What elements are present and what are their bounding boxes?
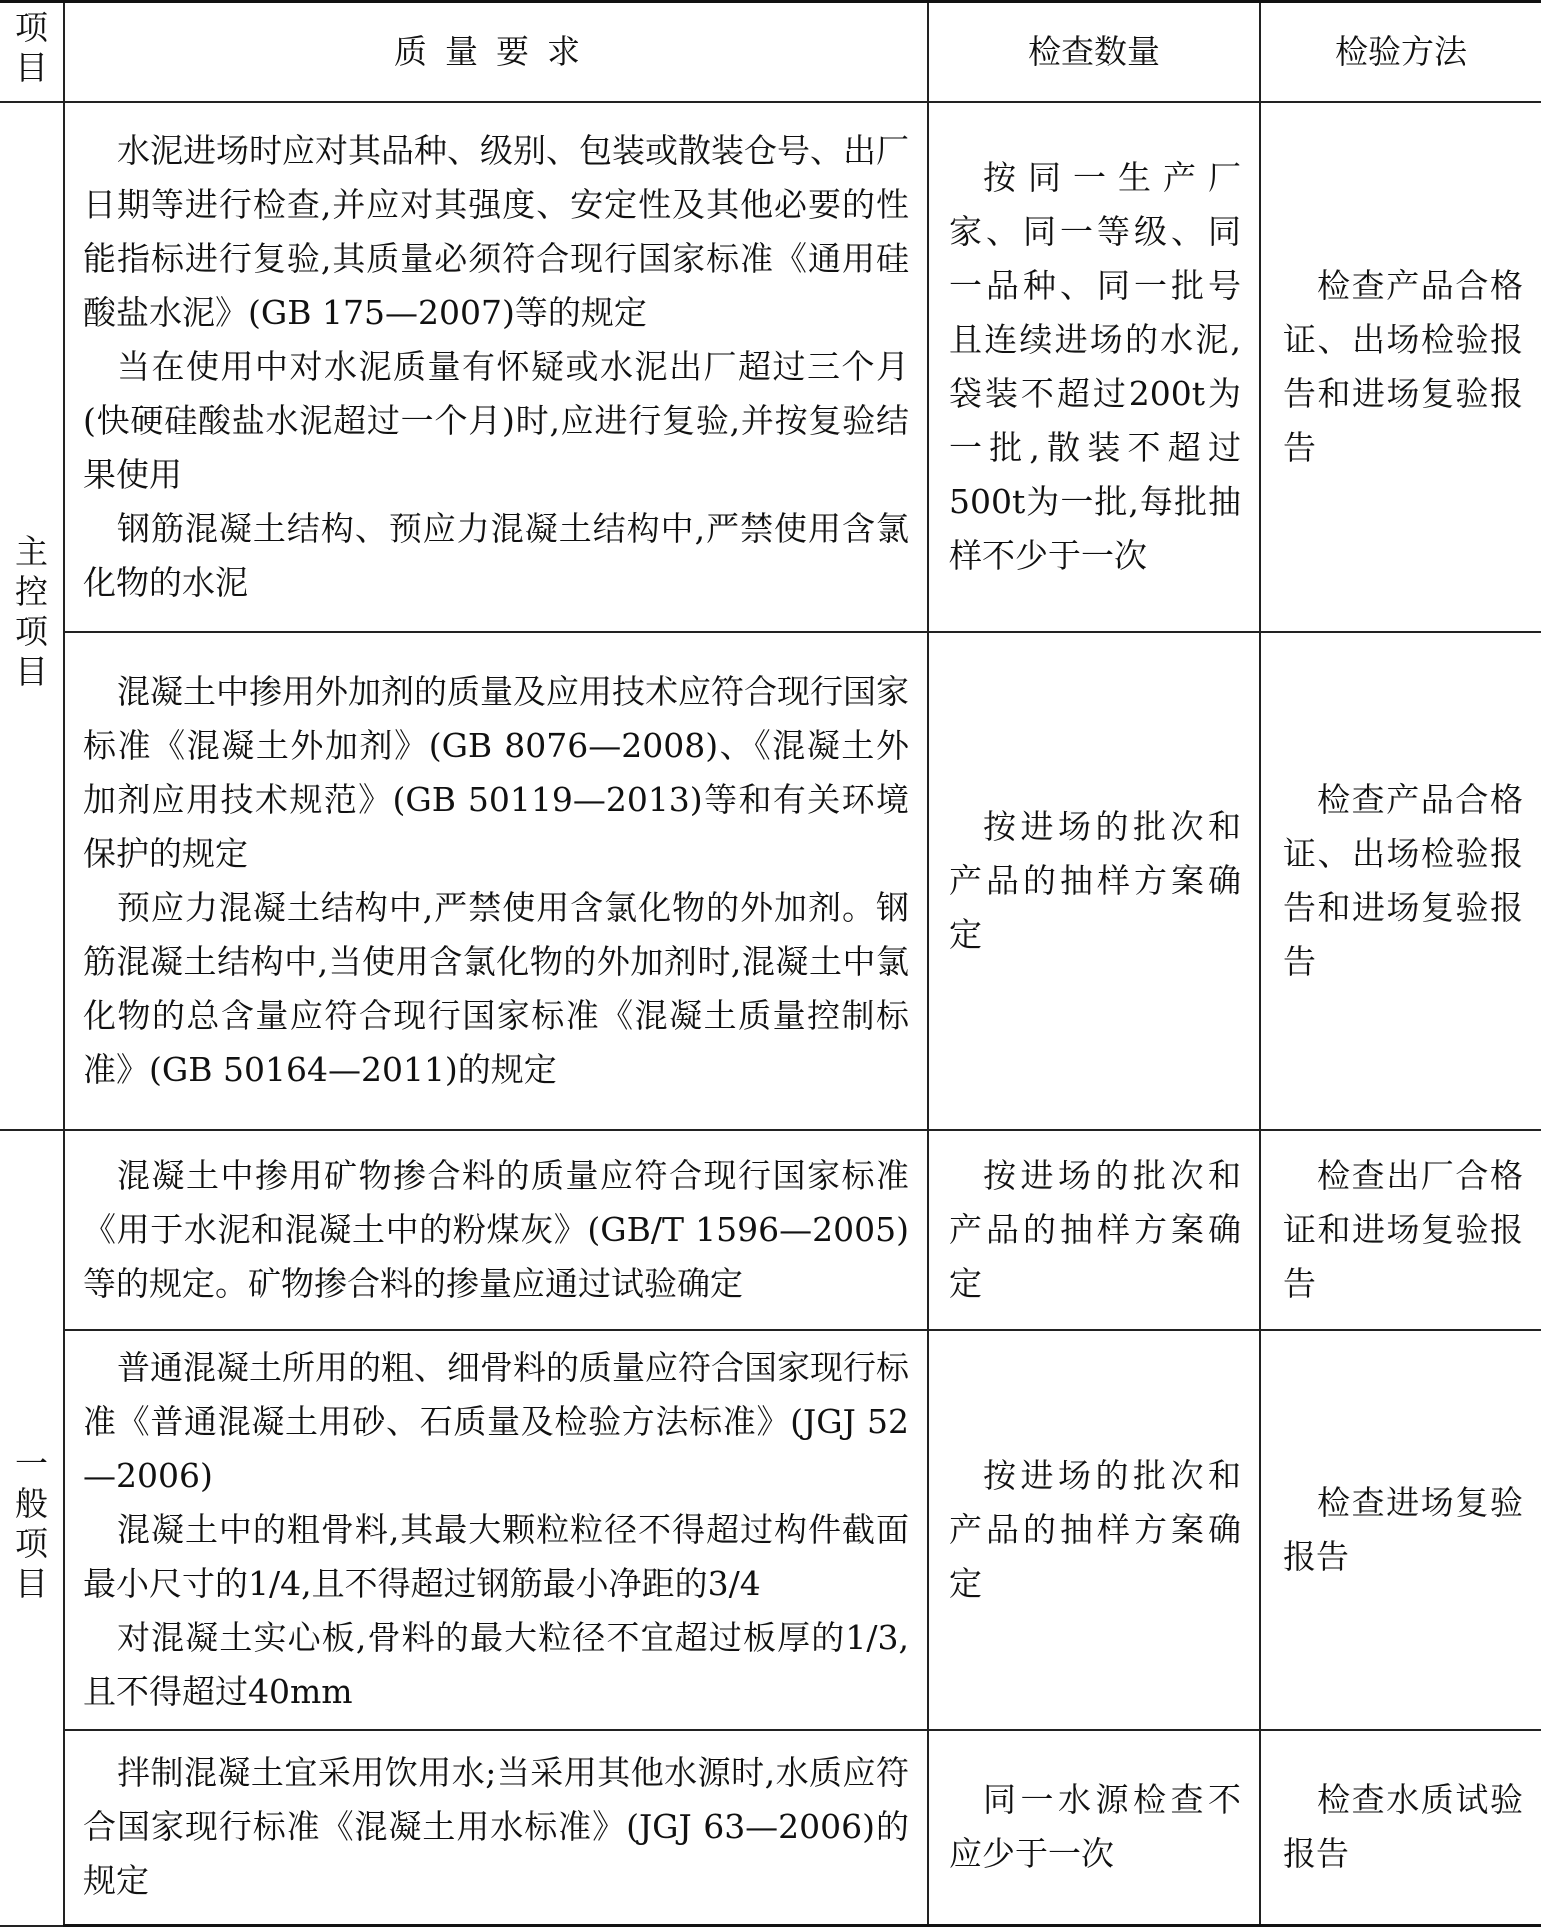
method-text: 检查进场复验报告 [1283,1482,1523,1576]
quantity-text: 按同一生产厂家、同一等级、同一品种、同一批号且连续进场的水泥,袋装不超过200t为一批,散装不超过500t为一批,每批抽样不少于一次 [949,157,1241,575]
quantity-cell [928,102,1260,632]
quantity-text: 按进场的批次和产品的抽样方案确定 [949,1155,1241,1303]
method-cell [1260,632,1541,1130]
method-text: 检查产品合格证、出场检验报告和进场复验报告 [1283,779,1523,981]
requirement-paragraph: 混凝土中掺用矿物掺合料的质量应符合现行国家标准《用于水泥和混凝土中的粉煤灰》(GB/T 1596—2005)等的规定。矿物掺合料的掺量应通过试验确定 [83,1155,909,1303]
method-cell [1260,102,1541,632]
requirement-paragraph: 当在使用中对水泥质量有怀疑或水泥出厂超过三个月(快硬硅酸盐水泥超过一个月)时,应进行复验,并按复验结果使用 [83,346,909,494]
quantity-cell [928,1730,1260,1926]
table-row [0,1730,1541,1926]
method-cell [1260,1730,1541,1926]
requirement-cell [64,102,928,632]
requirement-cell [64,632,928,1130]
quantity-cell [928,632,1260,1130]
header-requirement: 质量要求 [64,2,928,102]
requirement-paragraph: 拌制混凝土宜采用饮用水;当采用其他水源时,水质应符合国家现行标准《混凝土用水标准》(JGJ 63—2006)的规定 [83,1753,909,1901]
category-general-cell [0,1130,64,1926]
requirement-cell [64,1330,928,1730]
method-text: 检查出厂合格证和进场复验报告 [1283,1155,1523,1303]
method-cell [1260,1330,1541,1730]
category-general: 一般项目 [15,1444,48,1603]
requirement-cell [64,1130,928,1330]
quantity-text: 同一水源检查不应少于一次 [949,1780,1241,1874]
header-method: 检验方法 [1260,2,1541,102]
quantity-cell [928,1330,1260,1730]
method-text: 检查水质试验报告 [1283,1780,1523,1874]
requirement-paragraph: 普通混凝土所用的粗、细骨料的质量应符合国家现行标准《普通混凝土用砂、石质量及检验方法标准》(JGJ 52—2006) [83,1347,909,1495]
method-text: 检查产品合格证、出场检验报告和进场复验报告 [1283,265,1523,467]
category-main-cell [0,102,64,1130]
requirement-cell [64,1730,928,1926]
requirement-paragraph: 水泥进场时应对其品种、级别、包装或散装仓号、出厂日期等进行检查,并应对其强度、安定性及其他必要的性能指标进行复验,其质量必须符合现行国家标准《通用硅酸盐水泥》(GB 175—2007)等的规定 [83,130,909,332]
table-row [0,102,1541,632]
requirement-paragraph: 预应力混凝土结构中,严禁使用含氯化物的外加剂。钢筋混凝土结构中,当使用含氯化物的外加剂时,混凝土中氯化物的总含量应符合现行国家标准《混凝土质量控制标准》(GB 50164—2011)的规定 [83,887,909,1089]
table-row [0,1330,1541,1730]
category-main: 主控项目 [15,532,48,691]
table-row [0,1130,1541,1330]
quantity-text: 按进场的批次和产品的抽样方案确定 [949,806,1241,954]
requirement-paragraph: 混凝土中掺用外加剂的质量及应用技术应符合现行国家标准《混凝土外加剂》(GB 8076—2008)、《混凝土外加剂应用技术规范》(GB 50119—2013)等和有关环境保护的规定 [83,671,909,873]
header-quantity: 检查数量 [928,2,1260,102]
requirement-paragraph: 混凝土中的粗骨料,其最大颗粒粒径不得超过构件截面最小尺寸的1/4,且不得超过钢筋最小净距的3/4 [83,1509,909,1603]
method-cell [1260,1130,1541,1330]
table-row [0,632,1541,1130]
requirement-paragraph: 对混凝土实心板,骨料的最大粒径不宜超过板厚的1/3,且不得超过40mm [83,1617,909,1711]
requirement-paragraph: 钢筋混凝土结构、预应力混凝土结构中,严禁使用含氯化物的水泥 [83,508,909,602]
header-item-cell [0,2,64,102]
quantity-cell [928,1130,1260,1330]
header-item: 项目 [15,8,48,88]
header-row [0,2,1541,102]
quantity-text: 按进场的批次和产品的抽样方案确定 [949,1455,1241,1603]
